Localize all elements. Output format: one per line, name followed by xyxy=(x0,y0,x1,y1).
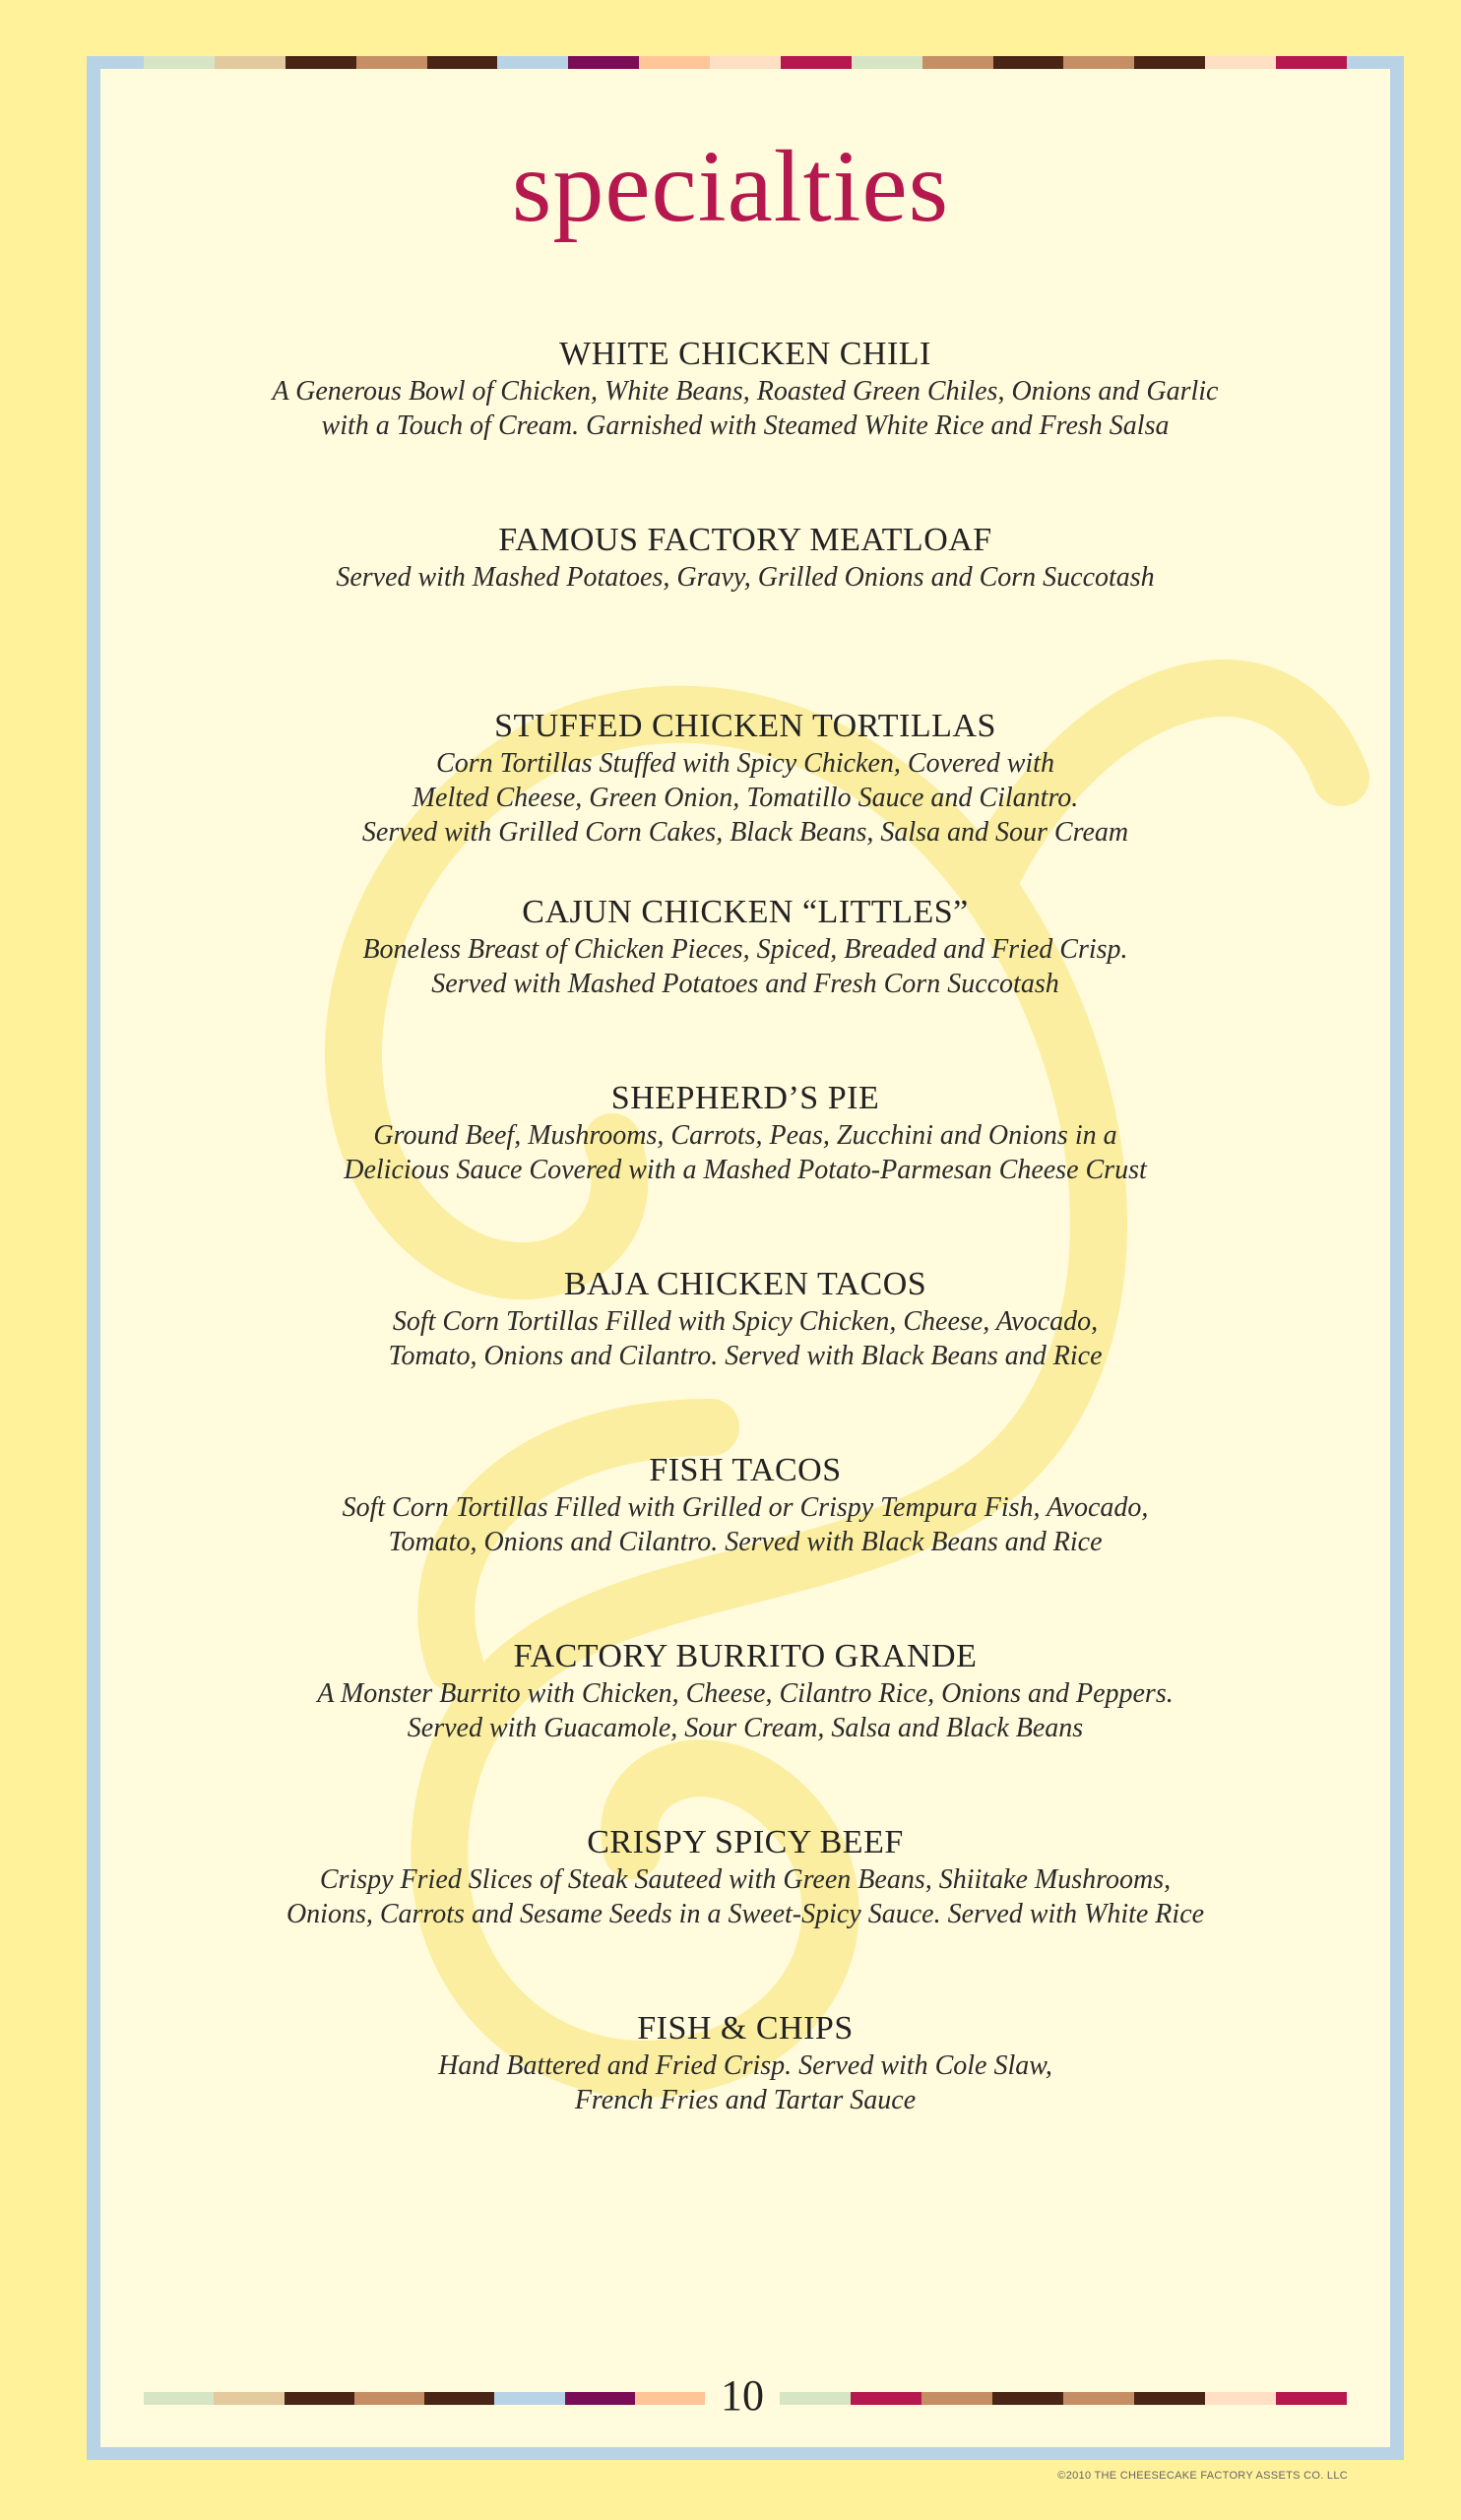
menu-item-description: A Monster Burrito with Chicken, Cheese, Cilantro Rice, Onions and Peppers. Served with Guacamole, Sour Cream, Salsa and Black Beans xyxy=(317,1678,1174,1743)
stripe-segment xyxy=(144,2392,214,2405)
color-stripe-top xyxy=(144,56,1347,69)
stripe-segment xyxy=(1134,56,1205,69)
stripe-segment xyxy=(639,56,710,69)
stripe-segment xyxy=(635,2392,705,2405)
menu-item xyxy=(128,1079,1363,1265)
menu-item-name: SHEPHERD’S PIE xyxy=(610,1080,880,1116)
menu-item-name: BAJA CHICKEN TACOS xyxy=(563,1266,927,1302)
color-stripe-bottom-left xyxy=(144,2392,705,2405)
menu-item-description: Hand Battered and Fried Crisp. Served with Cole Slaw, French Fries and Tartar Sauce xyxy=(438,2050,1052,2115)
menu-item-description: Corn Tortillas Stuffed with Spicy Chicken, Covered with Melted Cheese, Green Onion, Tomatillo Sauce and Cilantro. Served with Grilled Corn Cakes, Black Beans, Salsa and Sour Cream xyxy=(361,748,1129,848)
stripe-segment xyxy=(1205,2392,1276,2405)
stripe-segment xyxy=(214,2392,284,2405)
stripe-segment xyxy=(852,56,922,69)
menu-item xyxy=(128,1451,1363,1637)
stripe-segment xyxy=(354,2392,424,2405)
stripe-segment xyxy=(285,2392,354,2405)
menu-item-name: FAMOUS FACTORY MEATLOAF xyxy=(498,522,992,558)
stripe-segment xyxy=(851,2392,921,2405)
stripe-segment xyxy=(780,2392,851,2405)
stripe-segment xyxy=(1063,56,1134,69)
page-title: specialties xyxy=(511,130,950,243)
stripe-segment xyxy=(710,56,781,69)
menu-item-description: Ground Beef, Mushrooms, Carrots, Peas, Zucchini and Onions in a Delicious Sauce Covered with a Mashed Potato-Parmesan Cheese Crust xyxy=(344,1120,1147,1185)
stripe-segment xyxy=(781,56,852,69)
stripe-segment xyxy=(424,2392,494,2405)
menu-item-description: Soft Corn Tortillas Filled with Spicy Chicken, Cheese, Avocado, Tomato, Onions and Cilantro. Served with Black Beans and Rice xyxy=(388,1306,1103,1371)
menu-item-description: Soft Corn Tortillas Filled with Grilled or Crispy Tempura Fish, Avocado, Tomato, Onions and Cilantro. Served with Black Beans and Rice xyxy=(342,1492,1149,1557)
menu-item-name: WHITE CHICKEN CHILI xyxy=(559,336,931,372)
menu-item xyxy=(128,893,1363,1079)
page-number: 10 xyxy=(721,2371,764,2420)
menu-item xyxy=(128,1637,1363,1823)
menu-item xyxy=(128,707,1363,893)
menu-item xyxy=(128,1265,1363,1451)
stripe-segment xyxy=(922,56,993,69)
stripe-segment xyxy=(993,56,1064,69)
menu-items xyxy=(128,335,1363,2195)
stripe-segment xyxy=(1205,56,1276,69)
menu-item-description: Served with Mashed Potatoes, Gravy, Grilled Onions and Corn Succotash xyxy=(336,562,1155,593)
menu-item-description: Crispy Fried Slices of Steak Sauteed with Green Beans, Shiitake Mushrooms, Onions, Carrots and Sesame Seeds in a Sweet-Spicy Sauce. Served with White Rice xyxy=(286,1864,1205,1929)
menu-item xyxy=(128,1823,1363,2009)
stripe-segment xyxy=(1063,2392,1134,2405)
menu-item-description: Boneless Breast of Chicken Pieces, Spiced, Breaded and Fried Crisp. Served with Mashed Potatoes and Fresh Corn Succotash xyxy=(362,934,1128,999)
copyright-notice: ©2010 THE CHEESECAKE FACTORY ASSETS CO. LLC xyxy=(1057,2470,1348,2482)
stripe-segment xyxy=(144,56,215,69)
menu-item-name: FISH & CHIPS xyxy=(637,2010,854,2047)
stripe-segment xyxy=(286,56,356,69)
menu-item xyxy=(128,335,1363,521)
menu-item xyxy=(128,521,1363,707)
menu-item-name: CRISPY SPICY BEEF xyxy=(587,1824,904,1860)
stripe-segment xyxy=(356,56,427,69)
stripe-segment xyxy=(215,56,286,69)
stripe-segment xyxy=(992,2392,1063,2405)
stripe-segment xyxy=(568,56,639,69)
menu-item-name: CAJUN CHICKEN “LITTLES” xyxy=(522,894,969,930)
stripe-segment xyxy=(1134,2392,1205,2405)
menu-item-name: FISH TACOS xyxy=(649,1452,842,1488)
stripe-segment xyxy=(1276,56,1347,69)
stripe-segment xyxy=(497,56,568,69)
stripe-segment xyxy=(1276,2392,1347,2405)
menu-item-name: FACTORY BURRITO GRANDE xyxy=(513,1638,978,1674)
menu-item-description: A Generous Bowl of Chicken, White Beans, Roasted Green Chiles, Onions and Garlic with a Touch of Cream. Garnished with Steamed White Rice and Fresh Salsa xyxy=(272,376,1219,441)
stripe-segment xyxy=(565,2392,635,2405)
menu-item xyxy=(128,2009,1363,2195)
stripe-segment xyxy=(494,2392,564,2405)
stripe-segment xyxy=(921,2392,992,2405)
color-stripe-bottom-right xyxy=(780,2392,1347,2405)
stripe-segment xyxy=(427,56,498,69)
menu-item-name: STUFFED CHICKEN TORTILLAS xyxy=(494,708,996,744)
